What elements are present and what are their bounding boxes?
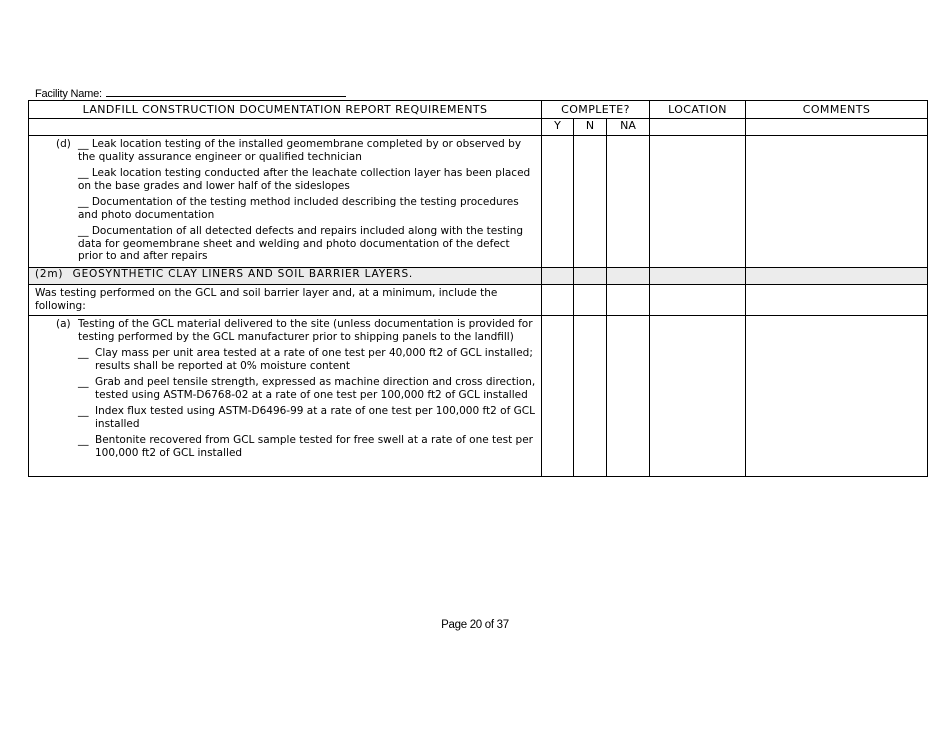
list-item: __ Index flux tested using ASTM-D6496-99 at a rate of one test per 100,000 ft2 of GCL installed [78, 405, 535, 430]
no-checkbox-cell[interactable] [574, 285, 607, 316]
location-cell[interactable] [650, 316, 746, 477]
block-a-intro: Testing of the GCL material delivered to the site (unless documentation is provided for testing performed by the GCL manufacturer prior to shipping panels to the landfill) [78, 318, 533, 343]
comments-cell[interactable] [746, 316, 928, 477]
comments-header: COMMENTS [746, 101, 928, 119]
comments-cell[interactable] [746, 136, 928, 268]
block-d-cell [29, 136, 542, 268]
na-checkbox-cell[interactable] [607, 316, 650, 477]
location-cell[interactable] [650, 285, 746, 316]
requirements-header: LANDFILL CONSTRUCTION DOCUMENTATION REPORT REQUIREMENTS [29, 101, 542, 119]
no-column-header: N [574, 119, 607, 136]
section-row-2m [29, 268, 928, 285]
page-number: Page 20 of 37 [441, 619, 509, 631]
requirements-table [28, 100, 928, 477]
facility-name-field [35, 87, 346, 100]
list-item: __ Clay mass per unit area tested at a rate of one test per 40,000 ft2 of GCL installed; results shall be reported at 0% moisture content [78, 347, 533, 372]
section-2m-label: (2m) [35, 268, 64, 280]
list-item: __ Grab and peel tensile strength, expressed as machine direction and cross direction, tested using ASTM-D6768-02 at a rate of one test per 100,000 ft2 of GCL installed [78, 376, 536, 401]
question-text: Was testing performed on the GCL and soil barrier layer and, at a minimum, include the following: [35, 287, 498, 312]
yes-checkbox-cell[interactable] [542, 316, 574, 477]
no-checkbox-cell[interactable] [574, 316, 607, 477]
block-a-label: (a) [56, 318, 71, 330]
table-row [29, 316, 928, 477]
section-2m-title: GEOSYNTHETIC CLAY LINERS AND SOIL BARRIER LAYERS. [72, 268, 414, 280]
header-row [29, 101, 928, 119]
subheader-row [29, 119, 928, 136]
list-item: __ Bentonite recovered from GCL sample tested for free swell at a rate of one test per 100,000 ft2 of GCL installed [78, 434, 533, 459]
question-cell [29, 285, 542, 316]
location-cell[interactable] [650, 136, 746, 268]
location-header: LOCATION [650, 101, 746, 119]
section-2m-heading [29, 268, 542, 285]
yes-checkbox-cell[interactable] [542, 136, 574, 268]
na-column-header: NA [607, 119, 650, 136]
list-item: __ Leak location testing conducted after the leachate collection layer has been placed on the base grades and lower half of the sideslopes [78, 167, 531, 192]
comments-cell[interactable] [746, 285, 928, 316]
yes-column-header: Y [542, 119, 574, 136]
block-a-cell [29, 316, 542, 477]
na-checkbox-cell[interactable] [607, 285, 650, 316]
facility-name-blank [106, 87, 346, 97]
na-checkbox-cell[interactable] [607, 136, 650, 268]
list-item: __ Leak location testing of the installed geomembrane completed by or observed by the quality assurance engineer or qualified technician [78, 138, 522, 163]
block-d-label: (d) [56, 138, 71, 150]
list-item: __ Documentation of all detected defects and repairs included along with the testing data for geomembrane sheet and welding and photo documentation of the defect prior to and after repairs [78, 225, 524, 262]
complete-header: COMPLETE? [542, 101, 650, 119]
table-row [29, 136, 928, 268]
list-item: __ Documentation of the testing method included describing the testing procedures and photo documentation [78, 196, 519, 221]
table-row [29, 285, 928, 316]
facility-name-label: Facility Name: [35, 88, 102, 100]
yes-checkbox-cell[interactable] [542, 285, 574, 316]
no-checkbox-cell[interactable] [574, 136, 607, 268]
